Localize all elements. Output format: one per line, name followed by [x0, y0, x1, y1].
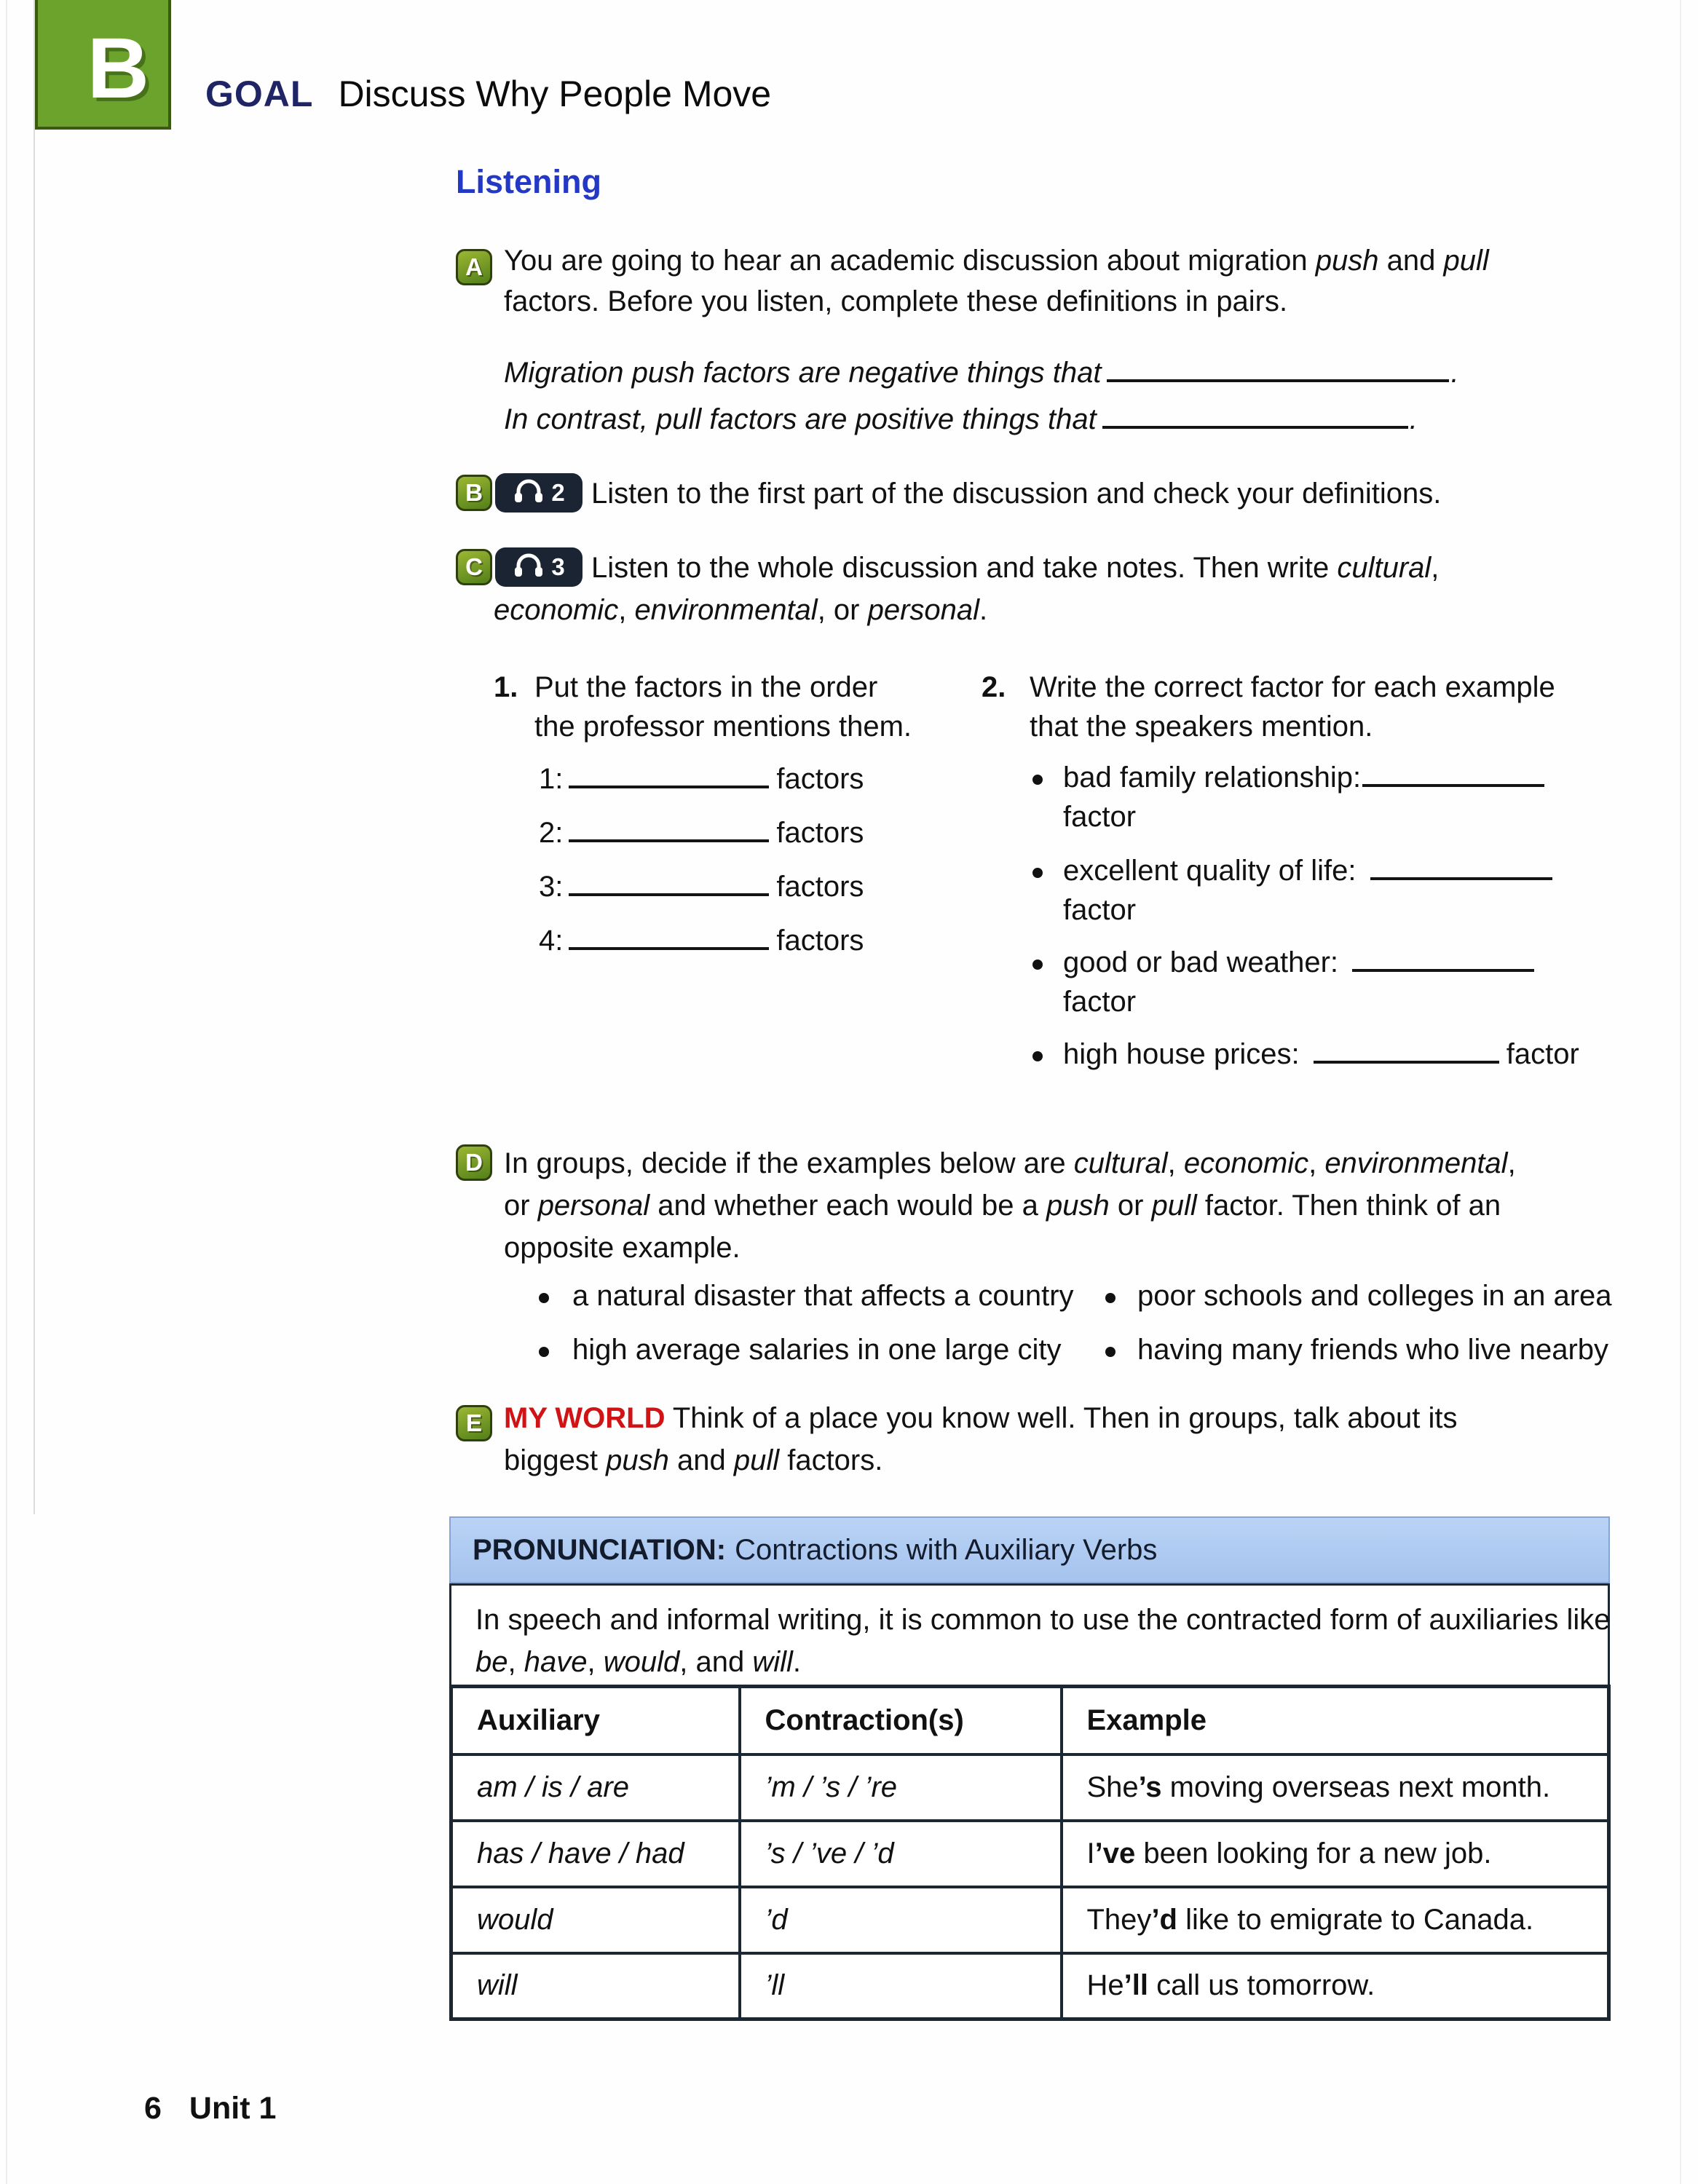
- task2-item-blank: [1362, 762, 1544, 787]
- task1-item-blank: [569, 818, 769, 842]
- task1-prompt-line2: the professor mentions them.: [534, 711, 912, 743]
- task2-item-1-line2: factor: [1063, 801, 1137, 833]
- table-row: [451, 1887, 1609, 1953]
- activity-d-bullet-2: high average salaries in one large city: [572, 1334, 1062, 1366]
- task1-item-suffix: factors: [776, 763, 864, 795]
- bullet-icon: [539, 1293, 549, 1303]
- activity-d-text-line3: opposite example.: [504, 1232, 741, 1264]
- table-row: [451, 1821, 1609, 1887]
- activity-d-bullet-1: a natural disaster that affects a country: [572, 1280, 1074, 1312]
- activity-d-badge: D: [456, 1144, 492, 1181]
- task2-item-label: good or bad weather:: [1063, 946, 1347, 978]
- task2-item-blank: [1352, 947, 1534, 972]
- task2-item-suffix: factor: [1506, 1038, 1579, 1070]
- activity-d-bullet-4: having many friends who live nearby: [1137, 1334, 1609, 1366]
- activity-a-text-line1: You are going to hear an academic discussion about migration push and pull: [504, 245, 1489, 277]
- bullet-icon: [539, 1347, 549, 1357]
- table-header-example: Example: [1062, 1687, 1609, 1754]
- activity-e-text-line1: MY WORLD Think of a place you know well. Then in groups, talk about its: [504, 1402, 1458, 1434]
- auxiliary-cell: am / is / are: [451, 1754, 740, 1821]
- task2-item-2-line1: [1063, 855, 1552, 887]
- contraction-cell: ’ll: [740, 1953, 1062, 2019]
- definition-pull-text: In contrast, pull factors are positive things that: [504, 403, 1097, 435]
- definition-push-blank: [1107, 357, 1449, 382]
- task2-prompt-line2: that the speakers mention.: [1030, 711, 1373, 743]
- goal-title: Discuss Why People Move: [338, 74, 772, 114]
- task1-item-label: 3:: [539, 871, 564, 903]
- task2-number: 2.: [982, 671, 1006, 703]
- task1-item-suffix: factors: [776, 925, 864, 957]
- table-row: [451, 1953, 1609, 2019]
- task1-item-1: [539, 763, 864, 796]
- bullet-icon: [1032, 1051, 1043, 1061]
- page-footer: [144, 2091, 276, 2126]
- activity-a-badge: A: [456, 249, 492, 285]
- task1-item-label: 2:: [539, 817, 564, 849]
- task1-item-label: 1:: [539, 763, 564, 795]
- pronunciation-intro-line2: be, have, would, and will.: [475, 1646, 801, 1678]
- task2-item-blank: [1370, 855, 1552, 880]
- auxiliary-cell: would: [451, 1887, 740, 1953]
- pronunciation-box: [449, 1516, 1610, 2021]
- task1-item-blank: [569, 871, 769, 896]
- unit-label: Unit 1: [189, 2091, 277, 2126]
- definition-line-push: [504, 357, 1459, 389]
- task2-item-4: [1063, 1038, 1579, 1071]
- activity-c-badge: C: [456, 549, 492, 585]
- task2-prompt-line1: Write the correct factor for each example: [1030, 671, 1555, 703]
- table-header-auxiliary: Auxiliary: [451, 1687, 740, 1754]
- activity-a-text-line2: factors. Before you listen, complete these definitions in pairs.: [504, 285, 1288, 317]
- task2-item-label: bad family relationship:: [1063, 761, 1362, 794]
- definition-push-period: .: [1450, 357, 1459, 389]
- audio-track-chip-3: [495, 547, 583, 587]
- contraction-cell: ’s / ’ve / ’d: [740, 1821, 1062, 1887]
- definition-pull-blank: [1102, 404, 1408, 429]
- definition-line-pull: [504, 403, 1418, 436]
- bullet-icon: [1032, 868, 1043, 878]
- listening-heading: Listening: [456, 163, 601, 200]
- task1-item-4: [539, 925, 864, 957]
- contraction-cell: ’m / ’s / ’re: [740, 1754, 1062, 1821]
- table-header-row: [451, 1687, 1609, 1754]
- activity-b-text: Listen to the first part of the discussion and check your definitions.: [591, 478, 1442, 510]
- table-header-contractions: Contraction(s): [740, 1687, 1062, 1754]
- activity-c-text-line2: economic, environmental, or personal.: [494, 594, 988, 626]
- pronunciation-label: PRONUNCIATION:: [473, 1533, 727, 1566]
- section-tab-letter: B: [87, 20, 149, 116]
- contractions-table: [449, 1685, 1611, 2021]
- goal-heading: [205, 73, 771, 115]
- example-cell: She’s moving overseas next month.: [1062, 1754, 1609, 1821]
- pronunciation-title: Contractions with Auxiliary Verbs: [735, 1533, 1158, 1566]
- activity-e-badge: E: [456, 1405, 492, 1441]
- audio-track-number: 3: [551, 553, 565, 580]
- activity-d-text-line1: In groups, decide if the examples below are cultural, economic, environmental,: [504, 1147, 1516, 1179]
- activity-d-bullet-3: poor schools and colleges in an area: [1137, 1280, 1612, 1312]
- auxiliary-cell: will: [451, 1953, 740, 2019]
- task1-prompt-line1: Put the factors in the order: [534, 671, 878, 703]
- task1-item-label: 4:: [539, 925, 564, 957]
- task1-item-blank: [569, 925, 769, 950]
- task2-item-2-line2: factor: [1063, 894, 1137, 926]
- page-number: 6: [144, 2091, 162, 2126]
- task2-item-1-line1: [1063, 761, 1544, 794]
- section-tab: [35, 0, 171, 130]
- table-row: [451, 1754, 1609, 1821]
- task2-item-3-line2: factor: [1063, 986, 1137, 1018]
- task1-item-2: [539, 817, 864, 850]
- activity-d-text-line2: or personal and whether each would be a push or pull factor. Then think of an: [504, 1190, 1501, 1222]
- auxiliary-cell: has / have / had: [451, 1821, 740, 1887]
- pronunciation-header: [449, 1516, 1610, 1583]
- bullet-icon: [1105, 1293, 1115, 1303]
- task2-item-3-line1: [1063, 946, 1534, 979]
- headphones-icon: [513, 479, 545, 507]
- example-cell: He’ll call us tomorrow.: [1062, 1953, 1609, 2019]
- contraction-cell: ’d: [740, 1887, 1062, 1953]
- task2-item-blank: [1314, 1039, 1499, 1064]
- activity-c-text-line1: Listen to the whole discussion and take notes. Then write cultural,: [591, 552, 1440, 584]
- activity-b-badge: B: [456, 475, 492, 511]
- audio-track-chip-2: [495, 473, 583, 513]
- headphones-icon: [513, 553, 545, 582]
- example-cell: I’ve been looking for a new job.: [1062, 1821, 1609, 1887]
- task1-item-blank: [569, 764, 769, 788]
- task1-item-suffix: factors: [776, 871, 864, 903]
- pronunciation-intro: [449, 1583, 1610, 1685]
- task2-item-label: excellent quality of life:: [1063, 855, 1365, 887]
- task2-item-label: high house prices:: [1063, 1038, 1308, 1070]
- page-edge-line-left: [6, 0, 7, 2184]
- page-edge-line-right: [1680, 0, 1681, 2184]
- margin-line-left: [33, 0, 35, 1514]
- example-cell: They’d like to emigrate to Canada.: [1062, 1887, 1609, 1953]
- goal-label: GOAL: [205, 74, 314, 114]
- definition-push-text: Migration push factors are negative things that: [504, 357, 1102, 389]
- task1-number: 1.: [494, 671, 518, 703]
- definition-pull-period: .: [1409, 403, 1418, 435]
- audio-track-number: 2: [551, 479, 565, 506]
- bullet-icon: [1105, 1347, 1115, 1357]
- bullet-icon: [1032, 960, 1043, 970]
- pronunciation-intro-line1: In speech and informal writing, it is common to use the contracted form of auxiliaries like: [475, 1604, 1611, 1636]
- activity-e-text-line2: biggest push and pull factors.: [504, 1444, 883, 1476]
- bullet-icon: [1032, 775, 1043, 785]
- task1-item-3: [539, 871, 864, 903]
- task1-item-suffix: factors: [776, 817, 864, 849]
